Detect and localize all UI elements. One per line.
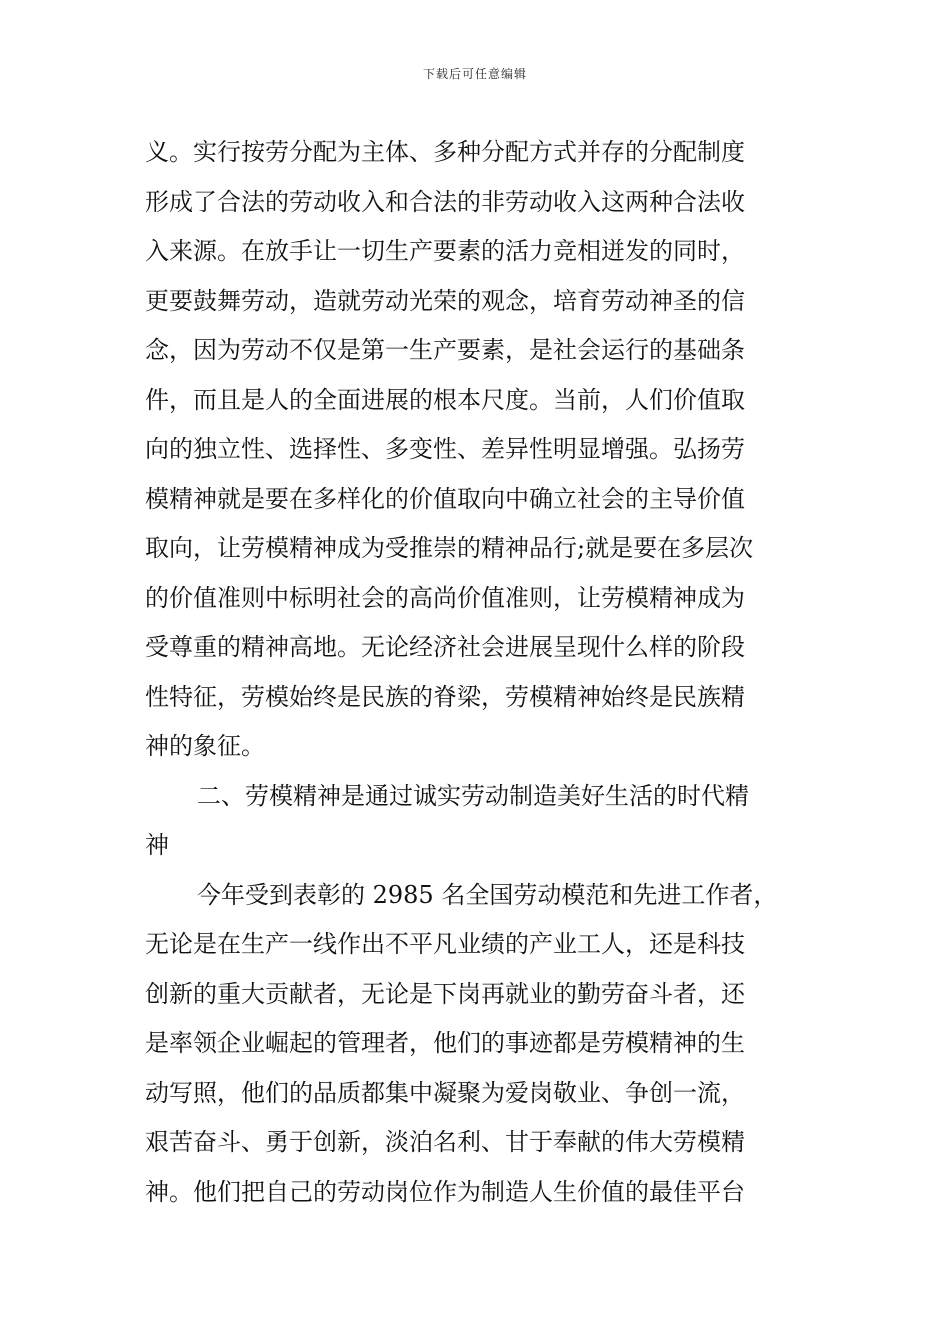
text-line: 是率领企业崛起的管理者，他们的事迹都是劳模精神的生: [145, 1029, 745, 1057]
text-line: 取向，让劳模精神成为受推崇的精神品行;就是要在多层次: [145, 534, 754, 562]
text-line: 性特征，劳模始终是民族的脊梁，劳模精神始终是民族精: [145, 682, 745, 711]
text-line: 形成了合法的劳动收入和合法的非劳动收入这两种合法收: [145, 187, 745, 216]
text-line: 件，而且是人的全面进展的根本尺度。当前，人们价值取: [145, 385, 745, 414]
text-line: 神。他们把自己的劳动岗位作为制造人生价值的最佳平台: [145, 1177, 745, 1206]
text-line: 创新的重大贡献者，无论是下岗再就业的勤劳奋斗者，还: [145, 979, 745, 1008]
text-line: 的价值准则中标明社会的高尚价值准则，让劳模精神成为: [145, 583, 745, 612]
text-line: 义。实行按劳分配为主体、多种分配方式并存的分配制度: [145, 138, 745, 166]
text-line: 念，因为劳动不仅是第一生产要素，是社会运行的基础条: [145, 336, 745, 364]
paragraph-start: 今年受到表彰的 2985 名全国劳动模范和先进工作者，: [197, 880, 778, 909]
text-line: 入来源。在放手让一切生产要素的活力竞相迸发的同时，: [145, 237, 745, 265]
page-header: 下载后可任意编辑: [422, 67, 527, 81]
text-line: 艰苦奋斗、勇于创新，淡泊名利、甘于奉献的伟大劳模精: [145, 1128, 745, 1156]
text-line: 向的独立性、选择性、多变性、差异性明显增强。弘扬劳: [145, 435, 745, 463]
text-line: 动写照，他们的品质都集中凝聚为爱岗敬业、争创一流，: [145, 1078, 745, 1107]
text-line: 无论是在生产一线作出不平凡业绩的产业工人，还是科技: [145, 930, 745, 958]
body-text: [145, 128, 809, 1217]
text-line: 模精神就是要在多样化的价值取向中确立社会的主导价值: [145, 484, 745, 513]
text-line: 神的象征。: [145, 732, 265, 760]
section-heading-continued: 神: [145, 831, 169, 859]
section-heading: 二、劳模精神是通过诚实劳动制造美好生活的时代精: [197, 781, 749, 810]
text-line: 更要鼓舞劳动，造就劳动光荣的观念，培育劳动神圣的信: [145, 286, 745, 315]
text-line: 受尊重的精神高地。无论经济社会进展呈现什么样的阶段: [145, 633, 745, 661]
